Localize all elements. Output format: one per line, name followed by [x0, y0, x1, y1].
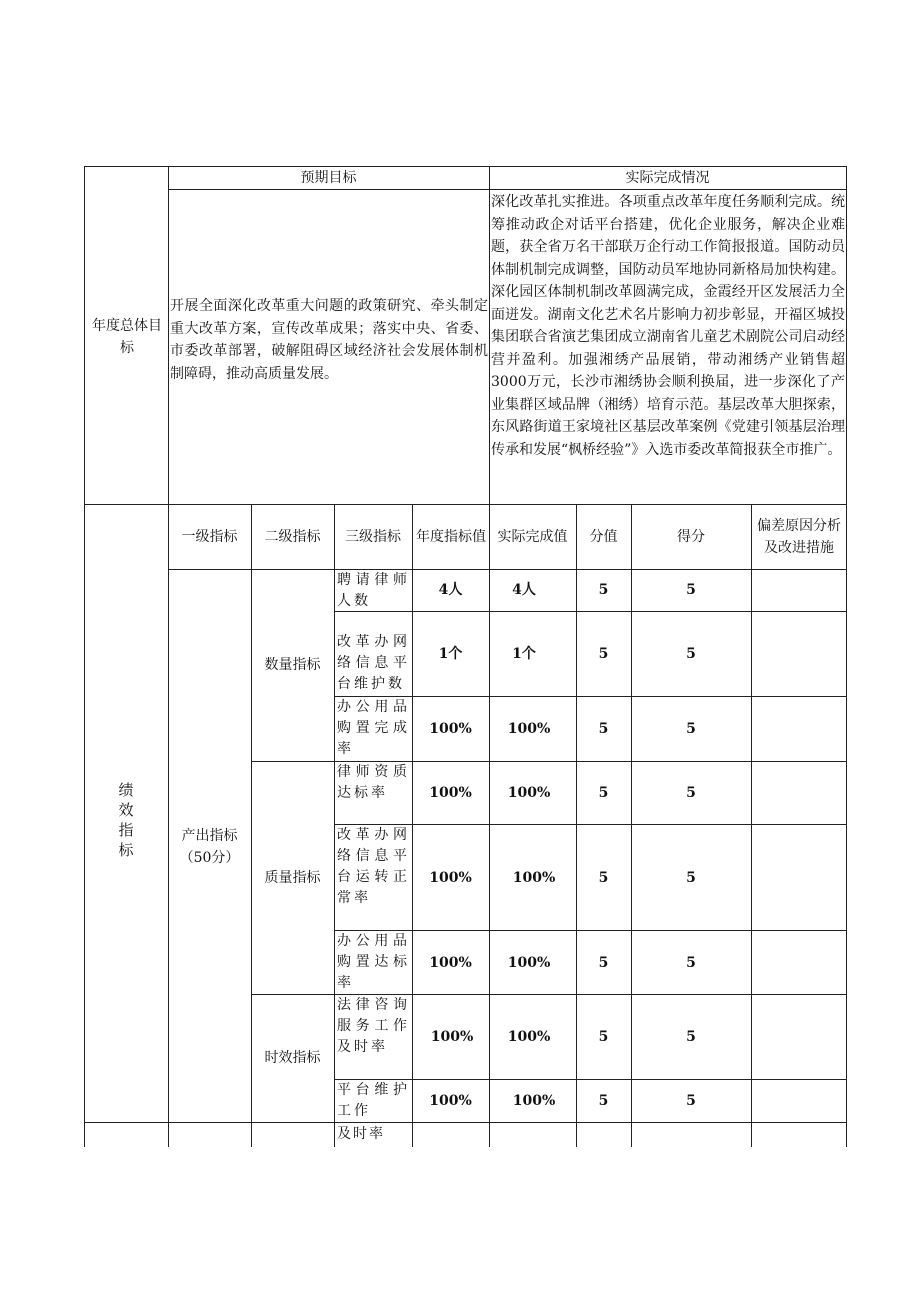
group-quantity-text: 数量指标: [264, 657, 321, 673]
actual-header: [489, 166, 846, 189]
row-note: [751, 643, 846, 665]
row-note: [751, 1090, 846, 1112]
row-actual: 4人: [512, 582, 536, 598]
header-note-text: 偏差原因分析及改进措施: [757, 517, 841, 556]
row-name: 办公用品购置完成率: [337, 699, 410, 757]
row-actual: 100%: [507, 721, 551, 737]
header-level2-text: 二级指标: [264, 528, 321, 545]
row-target: 100%: [429, 721, 472, 737]
header-note: [753, 504, 845, 569]
row-actual: 100%: [507, 955, 551, 971]
target-header: [168, 166, 489, 189]
row-target: 100%: [429, 955, 472, 971]
header-level3-text: 三级指标: [345, 528, 401, 545]
row-got: 5: [686, 955, 696, 971]
row-actual: 100%: [507, 1029, 551, 1045]
header-actual-text: 实际完成值: [497, 528, 568, 545]
row-score: 5: [598, 785, 609, 801]
row-actual: 100%: [507, 785, 551, 801]
group-quantity: [251, 569, 334, 761]
header-target-text: 年度指标值: [416, 528, 486, 545]
row-target: 100%: [429, 1093, 472, 1109]
header-level1: [168, 504, 251, 569]
row-note: [751, 718, 846, 740]
header-got: [631, 504, 751, 569]
row-target: 100%: [429, 785, 472, 801]
row-got: 5: [686, 870, 696, 886]
row-actual: 100%: [512, 870, 556, 886]
row-got: 5: [686, 1029, 696, 1045]
level1-cell: [168, 825, 251, 869]
level1-name: 产出指标: [181, 828, 238, 844]
row-got: 5: [686, 721, 696, 737]
row-score: 5: [598, 870, 609, 886]
row-got: 5: [686, 646, 696, 662]
row-name: 律师资质达标率: [337, 764, 410, 801]
row-note: [751, 867, 846, 889]
row-got: 5: [686, 582, 696, 598]
row-got: 5: [686, 1093, 696, 1109]
trailing-text: 及时率: [337, 1126, 385, 1142]
row-note: [751, 579, 846, 601]
target-text: 开展全面深化改革重大问题的政策研究、牵头制定重大改革方案，宣传改革成果；落实中央、省委、市委改革部署，破解阻碍区域经济社会发展体制机制障碍，推动高质量发展。: [170, 298, 488, 382]
perf-label: [116, 780, 136, 860]
header-level3: [334, 504, 412, 569]
row-name: 办公用品购置达标率: [337, 933, 410, 991]
row-note: [751, 782, 846, 804]
header-got-text: 得分: [677, 528, 705, 545]
actual-header-text: 实际完成情况: [625, 169, 710, 186]
row-actual: 1个: [512, 646, 536, 662]
header-level1-text: 一级指标: [181, 528, 238, 545]
row-score: 5: [598, 646, 609, 662]
row-note: [751, 1026, 846, 1048]
header-score-text: 分值: [589, 528, 618, 545]
group-quality-text: 质量指标: [264, 869, 321, 886]
row-score: 5: [598, 1029, 609, 1045]
actual-text: 深化改革扎实推进。各项重点改革年度任务顺利完成。统筹推动政企对话平台搭建，优化企业服务，解决企业难题，获全省万名干部联万企行动工作简报报道。国防动员体制机制完成调整，国防动员军地协同新格局加快构建。深化园区体制机制改革圆满完成，金霞经开区发展活力全面迸发。湖南文化艺术名片影响力初步彰显，开福区城投集团联合省演艺集团成立湖南省儿童艺术剧院公司启动经营并盈利。加强湘绣产品展销，带动湘绣产业销售超3000万元，长沙市湘绣协会顺利换届，进一步深化了产业集群区域品牌（湘绣）培育示范。基层改革大胆探索，东风路街道王家境社区基层改革案例《党建引领基层治理传承和发展“枫桥经验”》入选市委改革简报获全市推广。: [491, 194, 845, 458]
row-target: 4人: [438, 582, 463, 598]
group-timeliness-text: 时效指标: [264, 1050, 321, 1066]
row-target: 1个: [438, 646, 463, 662]
header-target: [416, 504, 486, 569]
annual-goal-label-text: 年度总体目标: [92, 318, 162, 356]
row-target: 100%: [429, 870, 472, 886]
row-name: 法律咨询服务工作及时率: [337, 997, 410, 1055]
row-name: 改革办网络信息平台运转正常率: [337, 827, 410, 906]
row-name: 聘请律师人数: [337, 572, 410, 609]
row-score: 5: [598, 955, 609, 971]
row-target: 100%: [430, 1029, 474, 1045]
header-score: [576, 504, 631, 569]
group-timeliness: [251, 994, 334, 1122]
annual-goal-label: [88, 312, 166, 362]
row-score: 5: [598, 582, 609, 598]
group-quality: [251, 761, 334, 994]
target-header-text: 预期目标: [300, 169, 357, 186]
header-actual: [489, 504, 576, 569]
row-got: 5: [686, 785, 696, 801]
row-score: 5: [598, 721, 609, 737]
header-level2: [251, 504, 334, 569]
row-name: 平台维护工作: [337, 1082, 410, 1119]
row-note: [751, 952, 846, 974]
perf-label-text: 绩效指标: [118, 781, 134, 859]
row-score: 5: [598, 1093, 609, 1109]
level1-score: （50分）: [179, 850, 240, 866]
row-actual: 100%: [512, 1093, 556, 1109]
row-name: 改革办网络信息平台维护数: [337, 634, 410, 692]
